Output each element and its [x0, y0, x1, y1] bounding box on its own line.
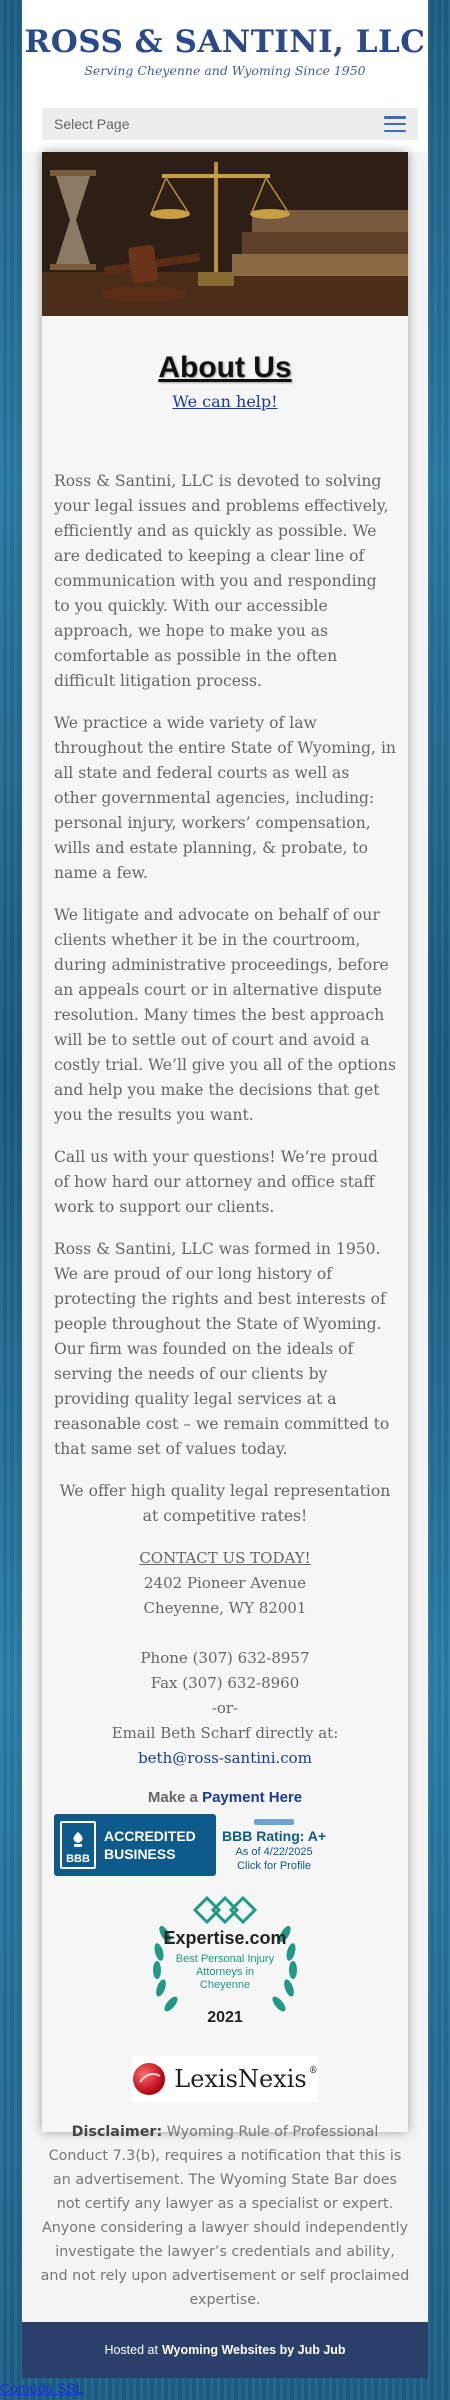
expertise-award-badge[interactable] — [54, 1888, 396, 2030]
lexisnexis-logo[interactable] — [132, 2056, 318, 2102]
about-content — [42, 350, 408, 2102]
site-footer — [22, 2322, 428, 2378]
payment-line — [54, 1789, 396, 1806]
about-paragraph-2: We practice a wide variety of law throughout the entire State of Wyoming, in all state and federal courts as well as other governmental agencies, including: personal injury, workers’ compensation, wills and estate planning, & probate, to name a few. — [54, 714, 396, 882]
page-title: About Us — [158, 351, 292, 384]
disclaimer-label: Disclaimer: — [71, 2124, 163, 2140]
footer-host-link[interactable]: Wyoming Websites by Jub Jub — [161, 2343, 346, 2357]
mobile-nav-bar[interactable] — [42, 108, 418, 140]
bbb-badge[interactable] — [54, 1814, 396, 1876]
hero-image-illustration — [42, 152, 408, 316]
about-paragraph-3: We litigate and advocate on behalf of our clients whether it be in the courtroom, during administrative proceedings, before an appeals court or in alternative dispute resolution. Many times the best approach will be to settle out of court and avoid a costly trial. We’ll give you all of the options and help you make the decisions that get you the results you want. — [54, 906, 396, 1124]
about-paragraph-1: Ross & Santini, LLC is devoted to solving your legal issues and problems effectively, efficiently and as quickly as possible. We are dedicated to keeping a clear line of communication with you and responding to you quickly. With our accessible approach, we hope to make you as comfortable as possible in the often difficult litigation process. — [54, 472, 389, 690]
select-page-label[interactable]: Select Page — [54, 116, 130, 132]
page-wrapper — [22, 0, 428, 2378]
bbb-profile-link[interactable]: Click for Profile — [237, 1859, 312, 1872]
site-logo-subtitle: Serving Cheyenne and Wyoming Since 1950 — [84, 63, 366, 78]
bbb-rating-text: BBB Rating: A+ — [222, 1827, 327, 1844]
bbb-accredited-text: ACCREDITED BUSINESS — [104, 1828, 196, 1862]
lexisnexis-sphere-icon — [132, 2062, 166, 2096]
contact-street: 2402 Pioneer Avenue — [144, 1574, 306, 1592]
about-paragraph-5: Ross & Santini, LLC was formed in 1950. We are proud of our long history of protecting the rights and best interests of people throughout the State of Wyoming. Our firm was founded on the ideals of serving the needs of our clients by providing quality legal services at a reasonable cost – we remain committed to that same set of values today. — [54, 1240, 390, 1458]
site-header — [22, 0, 428, 152]
svg-text:Cheyenne: Cheyenne — [199, 1979, 251, 1991]
bbb-torch-icon — [60, 1821, 96, 1869]
bbb-accredited-box[interactable] — [54, 1814, 216, 1876]
bbb-logo-text: BBB — [66, 1853, 90, 1865]
contact-heading: CONTACT US TODAY! — [139, 1549, 311, 1567]
we-can-help-link[interactable]: We can help! — [172, 392, 278, 411]
content-card — [42, 152, 408, 2132]
comodo-ssl-link[interactable]: Comodo SSL — [0, 2380, 84, 2396]
contact-phone[interactable]: Phone (307) 632-8957 — [140, 1649, 310, 1667]
contact-email-link[interactable]: beth@ross-santini.com — [138, 1749, 312, 1767]
bbb-rating-tab — [254, 1819, 294, 1825]
contact-block — [54, 1546, 396, 1771]
svg-text:2021: 2021 — [207, 2009, 243, 2026]
bbb-rating-date: As of 4/22/2025 — [235, 1845, 313, 1858]
lexisnexis-registered-mark: ® — [308, 2066, 318, 2076]
lexisnexis-text: LexisNexis — [174, 2065, 307, 2093]
hamburger-menu-icon[interactable] — [384, 116, 406, 132]
hero-image-scales-of-justice — [42, 152, 408, 316]
expertise-laurel-icon — [135, 1888, 315, 2030]
svg-text:Attorneys in: Attorneys in — [195, 1966, 255, 1978]
footer-prefix: Hosted at — [104, 2343, 158, 2357]
contact-city: Cheyenne, WY 82001 — [143, 1599, 307, 1617]
site-logo-title[interactable]: ROSS & SANTINI, LLC — [24, 24, 426, 60]
rates-statement: We offer high quality legal representation at competitive rates! — [59, 1482, 391, 1525]
payment-prefix: Make a — [147, 1789, 198, 1806]
legal-disclaimer — [22, 2120, 428, 2312]
contact-email-label: Email Beth Scharf directly at: — [111, 1724, 339, 1742]
disclaimer-text: Wyoming Rule of Professional Conduct 7.3(b), requires a notification that this is an advertisement. The Wyoming State Bar does not certify any lawyer as a specialist or expert. Anyone considering a lawyer should independently investigate the lawyer’s credentials and ability, and not rely upon advertisement or self proclaimed expertise. — [40, 2124, 410, 2308]
svg-text:Expertise.com: Expertise.com — [163, 1928, 287, 1948]
contact-fax: Fax (307) 632-8960 — [150, 1674, 300, 1692]
bbb-rating-panel[interactable] — [222, 1819, 326, 1872]
svg-text:Best Personal Injury: Best Personal Injury — [175, 1953, 275, 1965]
payment-link[interactable]: Payment Here — [202, 1789, 303, 1806]
contact-or: -or- — [211, 1699, 239, 1717]
about-paragraph-4: Call us with your questions! We’re proud of how hard our attorney and office staff work to support our clients. — [54, 1148, 379, 1216]
